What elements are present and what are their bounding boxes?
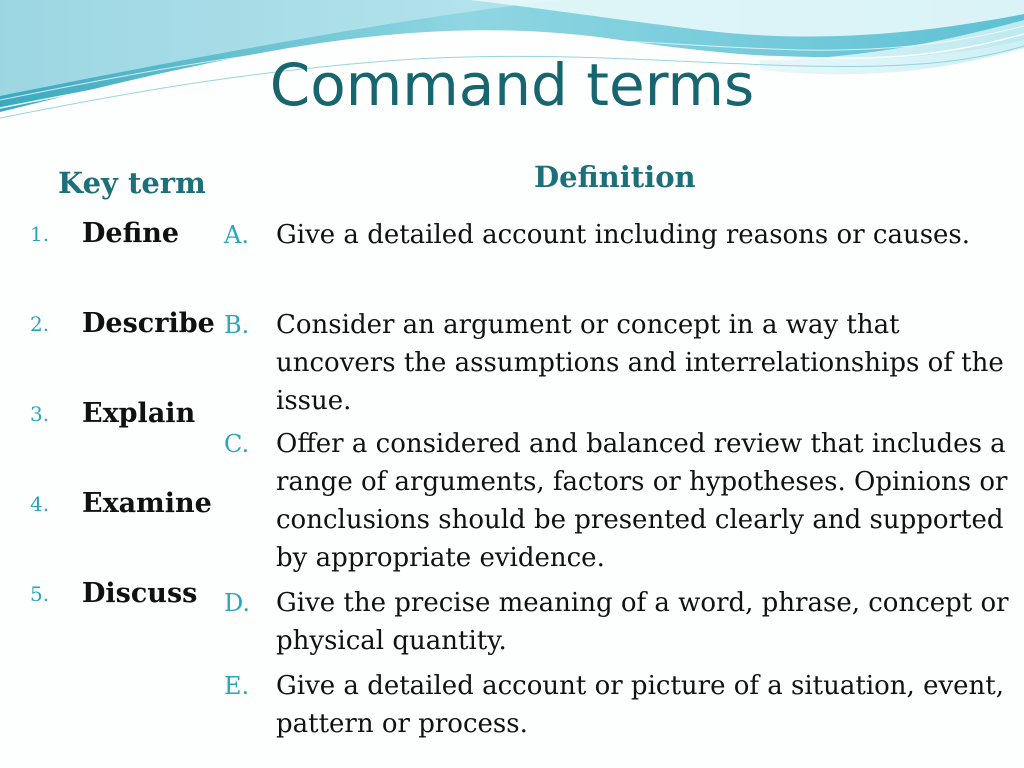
header-definition: Definition (534, 160, 696, 194)
slide-title: Command terms (269, 51, 755, 119)
term-number: 4. (30, 492, 50, 516)
definition-text: Give a detailed account including reasons or causes. (276, 220, 971, 250)
term-word: Discuss (82, 578, 198, 609)
term-number: 2. (30, 312, 50, 336)
term-number: 1. (30, 222, 50, 246)
definition-text: Give the precise meaning of a word, phrase, concept or physical quantity. (276, 588, 1009, 656)
term-number: 3. (30, 402, 50, 426)
definition-letter: A. (224, 221, 249, 249)
term-word: Define (82, 218, 180, 249)
header-key-term: Key term (58, 166, 206, 200)
definition-letter: C. (224, 430, 250, 458)
definition-letter: B. (224, 311, 250, 339)
definition-text: Consider an argument or concept in a way that uncovers the assumptions and interrelationships of the issue. (276, 310, 1004, 416)
definition-text: Offer a considered and balanced review that includes a range of arguments, factors or hypotheses. Opinions or conclusions should be presented clearly and supported by appropriate evidence. (276, 429, 1008, 573)
term-word: Describe (82, 308, 215, 339)
term-number: 5. (30, 582, 50, 606)
definition-letter: D. (224, 589, 251, 617)
term-word: Explain (82, 398, 196, 429)
definition-text: Give a detailed account or picture of a situation, event, pattern or process. (276, 671, 1004, 739)
term-word: Examine (82, 488, 212, 519)
definition-letter: E. (224, 672, 250, 700)
